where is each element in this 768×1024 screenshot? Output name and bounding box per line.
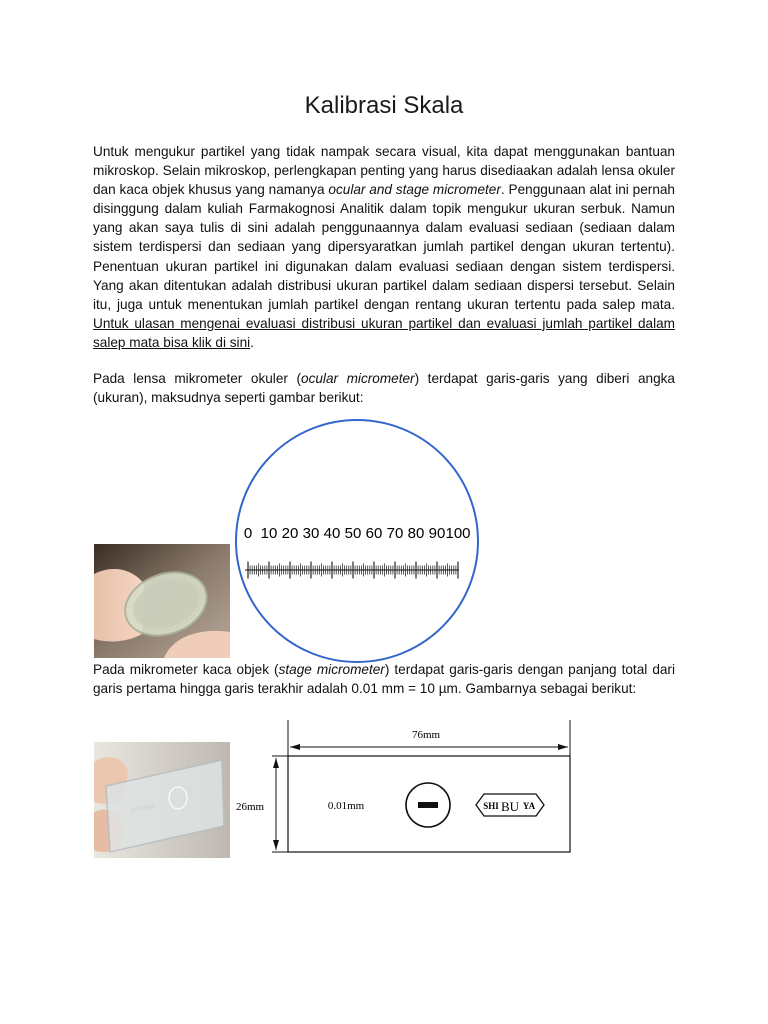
para1-text-b: . Penggunaan alat ini pernah disinggung dalam kuliah Farmakognosi Analitik dalam topik mengukur ukuran serbuk. Namun yang akan saya tulis di sini adalah penggunaannya dalam evaluasi sediaan (sediaan dalam sistem terdispersi dan sediaan yang dipersyaratkan jumlah partikel dengan ukuran tertentu). Penentuan ukuran partikel ini digunakan dalam evaluasi sediaan dengan sistem terdispersi. Yang akan ditentukan adalah distribusi ukuran partikel dalam sediaan dispersi tersebut. Selain itu, juga untuk menentukan jumlah partikel dengan rentang ukuran tertentu pada salep mata. [93,182,675,312]
length-label: 76mm [411,729,441,741]
scale-tick-label: 0 [243,525,253,542]
page-title: Kalibrasi Skala [304,92,464,119]
para1-text-c: . [250,334,254,350]
svg-text:0.01mm: 0.01mm [130,801,156,814]
scale-tick-label: 60 [365,525,383,542]
scale-ticks [248,562,458,579]
para1-text-a: Untuk mengukur partikel yang tidak nampak secara visual, kita dapat menggunakan bantuan mikroskop. Selain mikroskop, perlengkapan penting yang harus disediaakan adalah lensa okuler dan kaca objek khusus yang namanya [93,144,675,198]
scale-tick-label: 100 [445,525,471,542]
brand-ya: YA [522,801,536,811]
para2-text-b: ) terdapat garis-garis yang diberi angka (ukuran), maksudnya seperti gambar berikut: [93,371,675,406]
brand-bu: BU [500,799,520,814]
stage-slide-photo [94,742,230,858]
ocular-lens-photo [94,544,230,658]
intro-paragraph [93,142,675,352]
width-label: 26mm [236,801,265,813]
para2-italic: ocular micrometer [301,371,415,386]
stage-paragraph [93,660,675,698]
reticle-mark [418,802,438,808]
scale-tick-label: 20 [281,525,299,542]
scale-tick-label: 70 [386,525,404,542]
scale-tick-label: 30 [302,525,320,542]
scale-tick-labels [244,525,471,542]
scale-tick-label: 50 [344,525,362,542]
ocular-scale-figure [233,417,481,665]
para2-text-a: Pada lensa mikrometer okuler ( [93,371,302,386]
evaluation-link[interactable]: Untuk ulasan mengenai evaluasi distribusi ukuran partikel dan evaluasi jumlah partikel dalam salep mata bisa klik di sini [93,315,675,350]
scale-tick-label: 90 [428,525,446,542]
brand-shi: SHI [483,801,499,811]
scale-tick-label: 10 [260,525,278,542]
para3-text-a: Pada mikrometer kaca objek ( [93,662,279,677]
scale-label: 0.01mm [327,800,365,812]
scale-tick-label: 80 [407,525,425,542]
scale-tick-label: 40 [323,525,341,542]
ocular-paragraph [93,369,675,407]
para3-italic: stage micrometer [278,662,385,677]
stage-slide-diagram [236,718,576,858]
para3-text-b: ) terdapat garis-garis dengan panjang total dari garis pertama hingga garis terakhir adalah 0.01 mm = 10 µm. Gambarnya sebagai berikut: [93,662,675,697]
para1-italic: ocular and stage micrometer [328,182,501,198]
